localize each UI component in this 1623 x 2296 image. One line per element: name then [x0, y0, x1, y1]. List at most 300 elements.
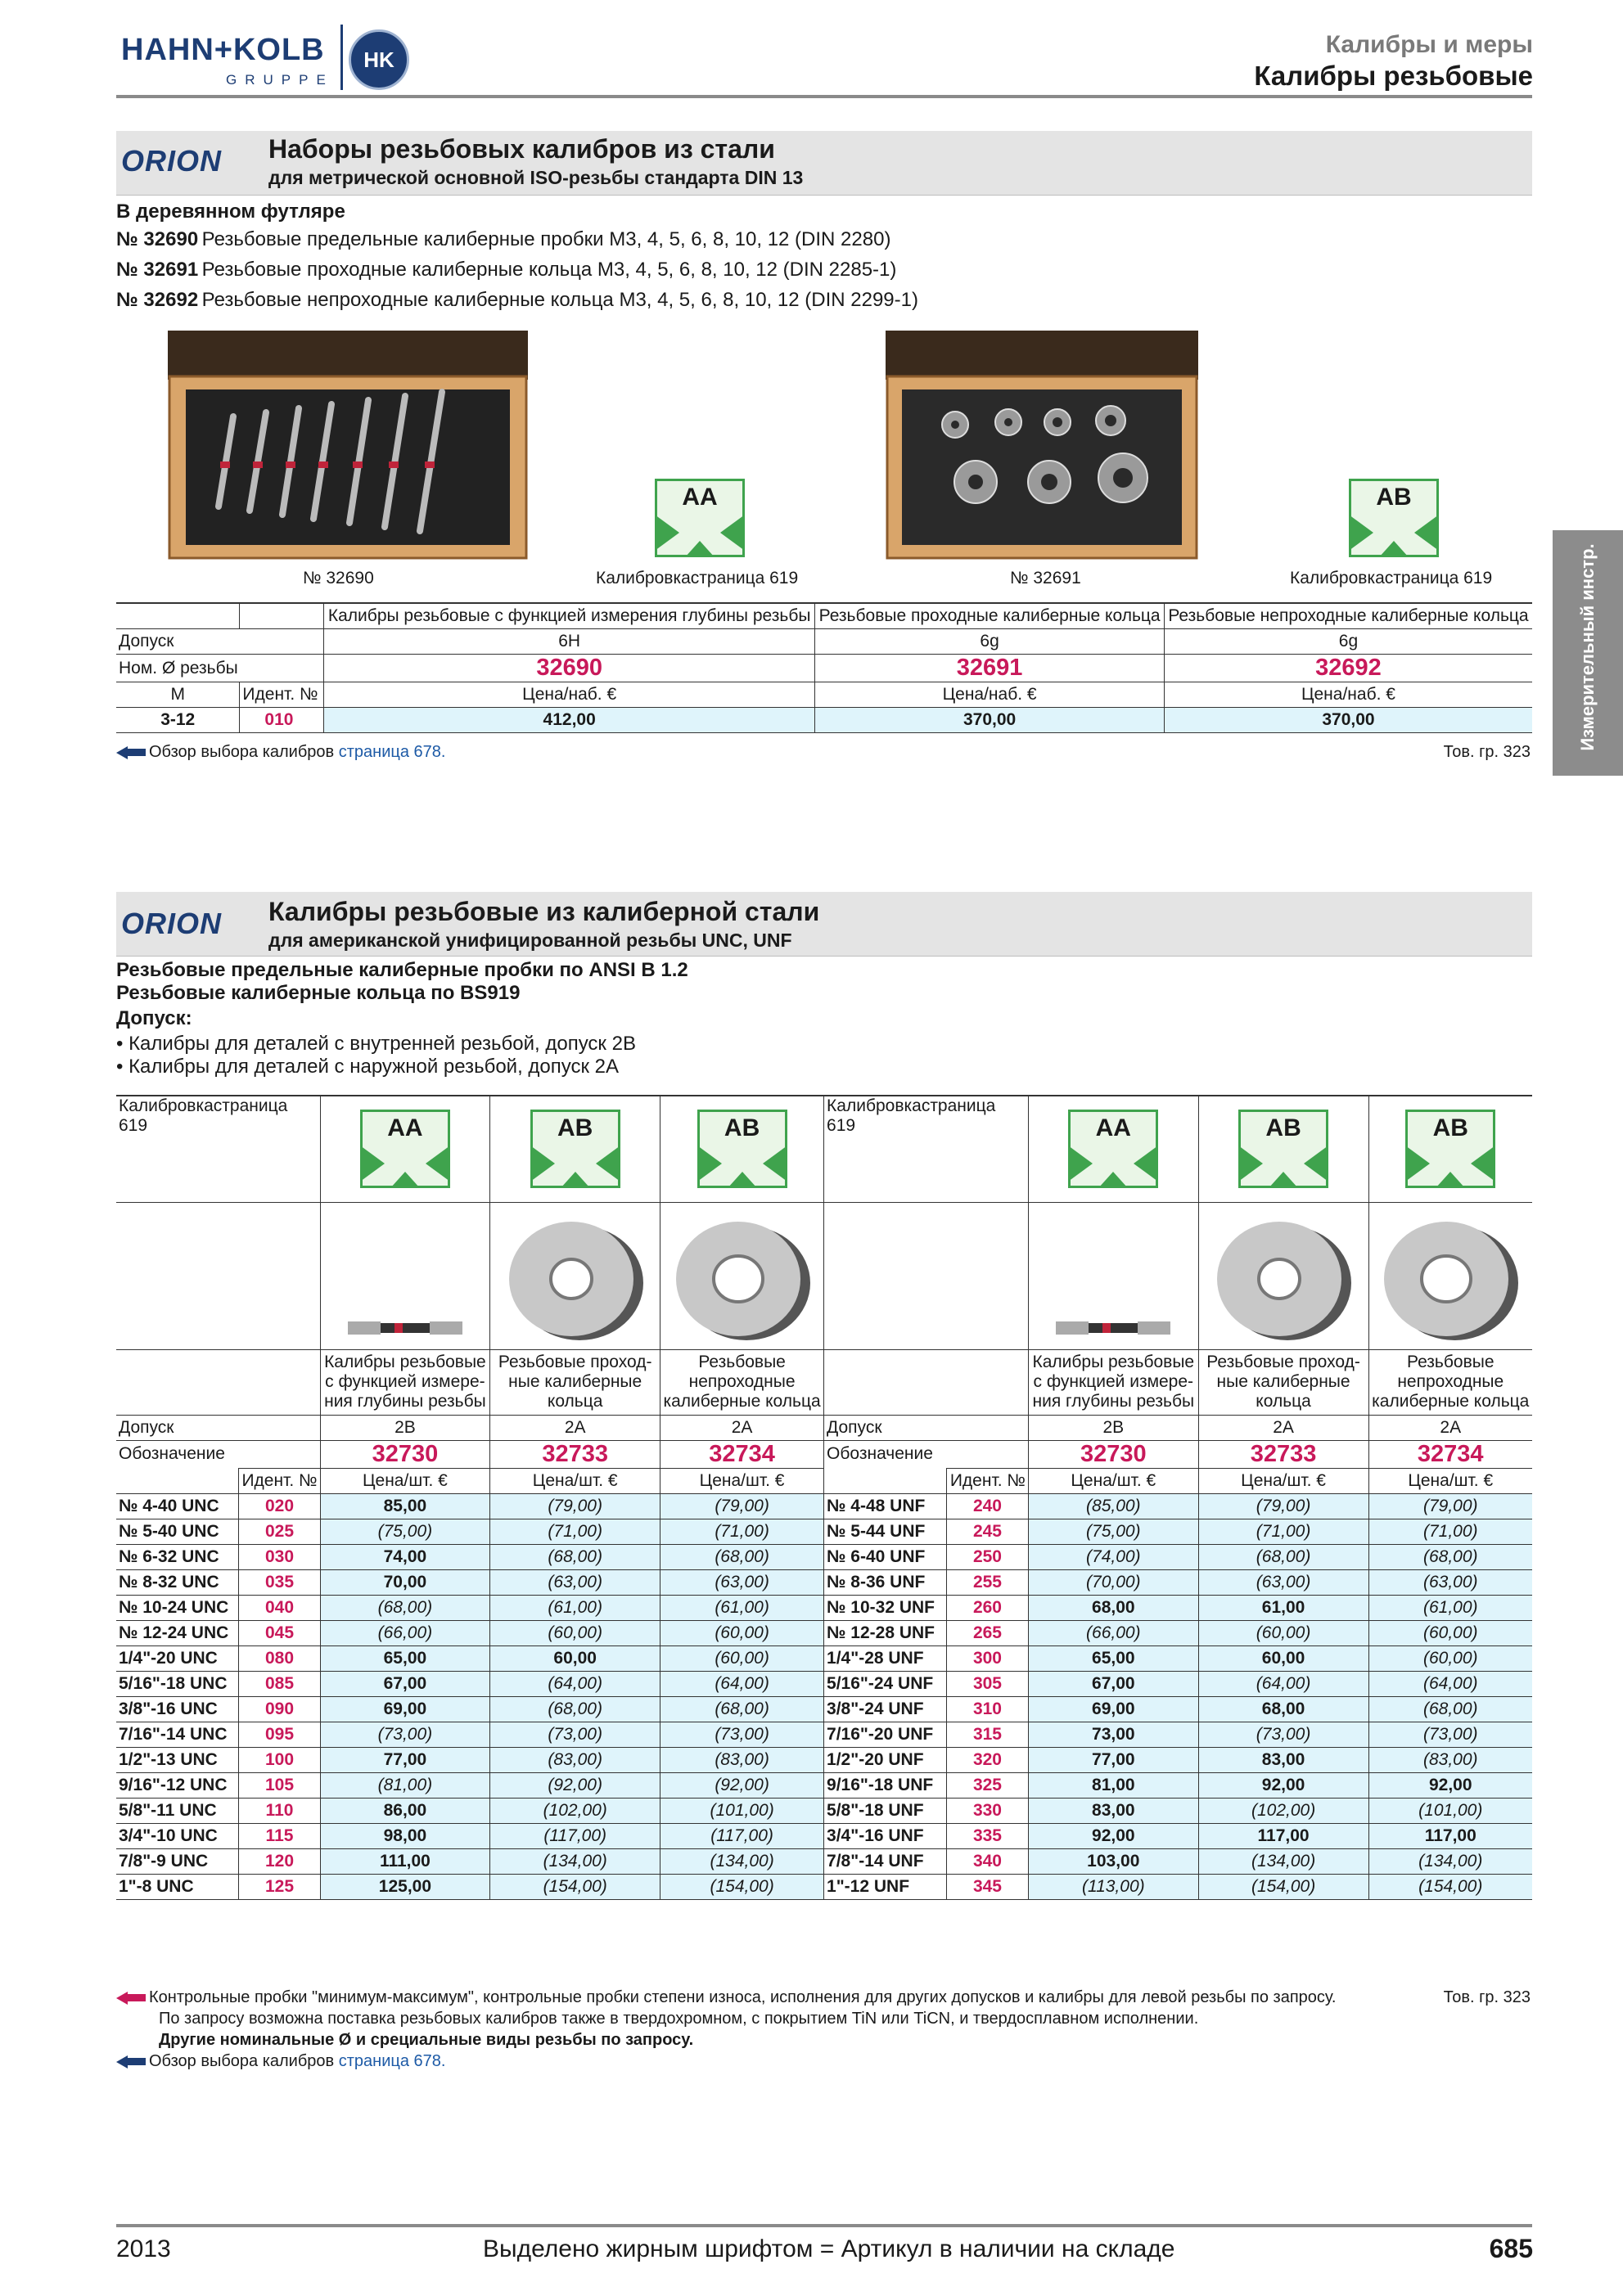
section1-item: [116, 256, 1098, 286]
section2-title-bar: [116, 892, 1532, 957]
ident-number: 255: [946, 1569, 1028, 1595]
product-description: Калибры резьбовые с функцией измере- ния глубины резьбы: [1028, 1349, 1198, 1415]
product-image-plug-set: [168, 331, 528, 560]
thread-designation: 9/16"-18 UNF: [824, 1772, 947, 1798]
table-row[interactable]: [116, 1722, 1532, 1747]
tolerance-value: 2A: [1368, 1415, 1532, 1440]
ident-number: 080: [239, 1645, 320, 1671]
calibration-badge: [655, 479, 745, 557]
badge-label: AB: [1376, 484, 1412, 511]
thread-designation: 5/16"-24 UNF: [824, 1671, 947, 1696]
section1-item: [116, 226, 1098, 256]
tolerance-heading: Допуск:: [116, 1007, 192, 1029]
orion-logo: ORION: [121, 907, 223, 940]
product-description: Резьбовые проход- ные калиберные кольца: [1198, 1349, 1368, 1415]
badge-cell: [660, 1096, 824, 1202]
price: 92,00: [1028, 1823, 1198, 1848]
section1-intro: [116, 198, 1098, 317]
price: 85,00: [320, 1493, 490, 1519]
bullet-item: • Калибры для деталей с внутренней резьбой, допуск 2B: [116, 1033, 636, 1055]
ident-number: 300: [946, 1645, 1028, 1671]
calibration-text: Калибровкастраница 619: [827, 1096, 996, 1135]
price: 83,00: [1028, 1798, 1198, 1823]
ident-number: 250: [946, 1544, 1028, 1569]
price: (63,00): [1368, 1569, 1532, 1595]
price: 77,00: [1028, 1747, 1198, 1772]
note-line: По запросу возможна поставка резьбовых калибров также в твердохромном, с покрытием TiN или TiCN, и твердосплавном исполнении.: [159, 2010, 1199, 2028]
product-group: Тов. гр. 323: [1443, 1988, 1531, 2006]
price: (102,00): [490, 1798, 660, 1823]
ident-number: 245: [946, 1519, 1028, 1544]
price-label: Цена/шт. €: [1198, 1468, 1368, 1493]
price: (134,00): [1368, 1848, 1532, 1874]
price: (64,00): [660, 1671, 824, 1696]
section1-item: [116, 286, 1098, 317]
price: (73,00): [1368, 1722, 1532, 1747]
price: (113,00): [1028, 1874, 1198, 1899]
product-group: Тов. гр. 323: [1443, 743, 1531, 761]
price: 370,00: [815, 708, 1165, 733]
ident-number: 340: [946, 1848, 1028, 1874]
table-row[interactable]: [116, 1874, 1532, 1899]
table-row[interactable]: [116, 1823, 1532, 1848]
price: 65,00: [320, 1645, 490, 1671]
price: (60,00): [660, 1645, 824, 1671]
bullet-item: • Калибры для деталей с наружной резьбой, допуск 2A: [116, 1056, 620, 1078]
table-row[interactable]: [116, 1569, 1532, 1595]
price-label: Цена/шт. €: [320, 1468, 490, 1493]
section1-footer: [116, 743, 445, 762]
item-number: № 32690: [116, 228, 199, 250]
price-label: Цена/наб. €: [324, 682, 815, 708]
price: (117,00): [490, 1823, 660, 1848]
price: 98,00: [320, 1823, 490, 1848]
table-row[interactable]: [116, 1798, 1532, 1823]
article-number[interactable]: 32730: [320, 1440, 490, 1468]
ring-gauge-image: [490, 1202, 660, 1349]
row-label: Обозначение: [116, 1440, 320, 1468]
price: (154,00): [1198, 1874, 1368, 1899]
thread-designation: № 4-48 UNF: [824, 1493, 947, 1519]
item-number: № 32691: [116, 259, 199, 281]
price: (68,00): [490, 1544, 660, 1569]
article-number[interactable]: 32691: [815, 655, 1165, 682]
thread-designation: № 8-36 UNF: [824, 1569, 947, 1595]
thread-designation: 5/16"-18 UNC: [116, 1671, 239, 1696]
ident-number: 040: [239, 1595, 320, 1620]
calibration-label: [116, 1096, 320, 1202]
price: (79,00): [1368, 1493, 1532, 1519]
badge-label: AB: [1432, 1114, 1468, 1142]
thread-designation: № 10-32 UNF: [824, 1595, 947, 1620]
badge-label: AB: [724, 1114, 760, 1142]
price: (61,00): [660, 1595, 824, 1620]
side-tab-label: Измерительный инстр.: [1577, 543, 1598, 751]
note-text: Контрольные пробки "минимум-максимум", контрольные пробки степени износа, исполнения для других допусков и калибры для левой резьбы по запросу.: [149, 1988, 1337, 2006]
price: (63,00): [490, 1569, 660, 1595]
thread-designation: № 12-28 UNF: [824, 1620, 947, 1645]
section1-title-bar: [116, 131, 1532, 196]
arrow-body-icon: [128, 2058, 146, 2065]
row-label: Ном. Ø резьбы: [116, 655, 324, 682]
product-description: Резьбовые непроходные калиберные кольца: [660, 1349, 824, 1415]
price: (60,00): [1368, 1620, 1532, 1645]
section2-notes: [116, 1987, 1532, 2072]
row-label: Обозначение: [824, 1440, 1029, 1468]
price: (68,00): [1368, 1696, 1532, 1722]
ident-number: 085: [239, 1671, 320, 1696]
ident-number: 030: [239, 1544, 320, 1569]
price: (64,00): [490, 1671, 660, 1696]
calibration-caption: Калибровкастраница 619: [596, 569, 799, 588]
ident-number: 335: [946, 1823, 1028, 1848]
price: (60,00): [660, 1620, 824, 1645]
section1-table: [116, 602, 1532, 733]
subcategory-title: Калибры резьбовые: [1254, 61, 1533, 91]
price-label: Цена/наб. €: [1164, 682, 1532, 708]
price: (63,00): [1198, 1569, 1368, 1595]
price: (154,00): [1368, 1874, 1532, 1899]
thread-designation: 5/8"-18 UNF: [824, 1798, 947, 1823]
price: (73,00): [490, 1722, 660, 1747]
price: (92,00): [490, 1772, 660, 1798]
price: (83,00): [1368, 1747, 1532, 1772]
section2-subtitle: для американской унифицированной резьбы UNC, UNF: [268, 930, 792, 951]
ident-number: 045: [239, 1620, 320, 1645]
thread-designation: 5/8"-11 UNC: [116, 1798, 239, 1823]
arrow-left-icon: [116, 2055, 128, 2069]
badge-label: AA: [387, 1114, 423, 1142]
calibration-label: [824, 1096, 1029, 1202]
price: 117,00: [1198, 1823, 1368, 1848]
price: 83,00: [1198, 1747, 1368, 1772]
table-row[interactable]: [116, 1848, 1532, 1874]
price-label: Цена/шт. €: [1368, 1468, 1532, 1493]
price: (134,00): [660, 1848, 824, 1874]
price: 68,00: [1198, 1696, 1368, 1722]
tolerance-value: 6H: [324, 629, 815, 655]
article-number[interactable]: 32692: [1164, 655, 1532, 682]
price: 74,00: [320, 1544, 490, 1569]
ident-number: 320: [946, 1747, 1028, 1772]
price: (60,00): [490, 1620, 660, 1645]
price: (64,00): [1368, 1671, 1532, 1696]
badge-label: AA: [1095, 1114, 1131, 1142]
product-description: Калибры резьбовые с функцией измере- ния глубины резьбы: [320, 1349, 490, 1415]
item-number: № 32692: [116, 289, 199, 311]
ident-number: 265: [946, 1620, 1028, 1645]
ident-number: 120: [239, 1848, 320, 1874]
price: 61,00: [1198, 1595, 1368, 1620]
image-caption: № 32690: [303, 569, 374, 588]
note-line: Другие номинальные Ø и срециальные виды резьбы по запросу.: [159, 2031, 694, 2049]
price: (71,00): [490, 1519, 660, 1544]
price: (117,00): [660, 1823, 824, 1848]
footer-text: Обзор выбора калибров: [149, 743, 339, 761]
column-head: Резьбовые непроходные калиберные кольца: [1164, 603, 1532, 629]
ident-number: 010: [240, 708, 324, 733]
thread-designation: № 6-40 UNF: [824, 1544, 947, 1569]
orion-logo: ORION: [121, 144, 223, 178]
price: (73,00): [660, 1722, 824, 1747]
thread-designation: № 5-40 UNC: [116, 1519, 239, 1544]
page-link[interactable]: страница 678.: [338, 2052, 446, 2070]
table-row[interactable]: [116, 1645, 1532, 1671]
price: 67,00: [320, 1671, 490, 1696]
price: (79,00): [490, 1493, 660, 1519]
badge-cell: [1368, 1096, 1532, 1202]
ident-number: 325: [946, 1772, 1028, 1798]
ident-number: 035: [239, 1569, 320, 1595]
table-row[interactable]: [116, 1493, 1532, 1519]
ident-number: 090: [239, 1696, 320, 1722]
price: (79,00): [660, 1493, 824, 1519]
page-link[interactable]: страница 678.: [338, 743, 446, 761]
section2-title: Калибры резьбовые из калиберной стали: [268, 897, 820, 926]
ident-number: 260: [946, 1595, 1028, 1620]
ident-number: 020: [239, 1493, 320, 1519]
price: 412,00: [324, 708, 815, 733]
product-description: Резьбовые непроходные калиберные кольца: [1368, 1349, 1532, 1415]
price: 103,00: [1028, 1848, 1198, 1874]
table-row[interactable]: [116, 1544, 1532, 1569]
tolerance-value: 2A: [660, 1415, 824, 1440]
thread-designation: № 4-40 UNC: [116, 1493, 239, 1519]
row-label: Допуск: [824, 1415, 1029, 1440]
thread-designation: 1/2"-20 UNF: [824, 1747, 947, 1772]
image-caption: № 32691: [1010, 569, 1081, 588]
intro-line: Резьбовые калиберные кольца по BS919: [116, 982, 521, 1004]
thread-designation: 3/8"-24 UNF: [824, 1696, 947, 1722]
category-title: Калибры и меры: [1325, 31, 1533, 58]
ident-number: 110: [239, 1798, 320, 1823]
price-label: Цена/наб. €: [815, 682, 1165, 708]
calibration-badge: [1349, 479, 1439, 557]
price: 60,00: [1198, 1645, 1368, 1671]
tolerance-value: 2A: [1198, 1415, 1368, 1440]
ident-number: 100: [239, 1747, 320, 1772]
price: 67,00: [1028, 1671, 1198, 1696]
price: 86,00: [320, 1798, 490, 1823]
price: (101,00): [660, 1798, 824, 1823]
price: 92,00: [1368, 1772, 1532, 1798]
price: (134,00): [1198, 1848, 1368, 1874]
row-label: Допуск: [116, 1415, 320, 1440]
price: (83,00): [660, 1747, 824, 1772]
ident-number: 025: [239, 1519, 320, 1544]
footer-text: Обзор выбора калибров: [149, 2052, 339, 2070]
price: (60,00): [1368, 1645, 1532, 1671]
price: 60,00: [490, 1645, 660, 1671]
ring-gauge-image: [1198, 1202, 1368, 1349]
table-row[interactable]: [116, 1671, 1532, 1696]
ident-number: 105: [239, 1772, 320, 1798]
article-number[interactable]: 32690: [324, 655, 815, 682]
column-head: Калибры резьбовые с функцией измерения глубины резьбы: [324, 603, 815, 629]
ident-number: 310: [946, 1696, 1028, 1722]
section1-subtitle: для метрической основной ISO-резьбы стандарта DIN 13: [268, 167, 804, 188]
calibration-caption: Калибровкастраница 619: [1290, 569, 1493, 588]
ident-number: 305: [946, 1671, 1028, 1696]
column-head: Резьбовые проходные калиберные кольца: [815, 603, 1165, 629]
ident-number: 345: [946, 1874, 1028, 1899]
price: (154,00): [660, 1874, 824, 1899]
price: (71,00): [660, 1519, 824, 1544]
price: 77,00: [320, 1747, 490, 1772]
plug-gauge-image: [1028, 1202, 1198, 1349]
price: 370,00: [1164, 708, 1532, 733]
plug-gauge-image: [320, 1202, 490, 1349]
article-number[interactable]: 32734: [1368, 1440, 1532, 1468]
badge-label: AB: [557, 1114, 593, 1142]
price: 65,00: [1028, 1645, 1198, 1671]
ident-label: Идент. №: [239, 1468, 320, 1493]
price: (83,00): [490, 1747, 660, 1772]
price: (61,00): [490, 1595, 660, 1620]
price: 73,00: [1028, 1722, 1198, 1747]
price: (68,00): [660, 1544, 824, 1569]
header-rule: [116, 95, 1532, 98]
section2-table: [116, 1095, 1532, 1900]
row-label: Допуск: [116, 629, 324, 655]
price: 117,00: [1368, 1823, 1532, 1848]
item-text: Резьбовые проходные калиберные кольца М3, 4, 5, 6, 8, 10, 12 (DIN 2285-1): [201, 259, 897, 281]
article-number[interactable]: 32734: [660, 1440, 824, 1468]
price: (134,00): [490, 1848, 660, 1874]
col-m: M: [116, 682, 240, 708]
price: 81,00: [1028, 1772, 1198, 1798]
side-tab[interactable]: [1553, 530, 1623, 776]
thread-designation: № 10-24 UNC: [116, 1595, 239, 1620]
price-label: Цена/шт. €: [1028, 1468, 1198, 1493]
note-line: [116, 1987, 1532, 2008]
thread-designation: 1/2"-13 UNC: [116, 1747, 239, 1772]
thread-designation: 3/4"-10 UNC: [116, 1823, 239, 1848]
table-row[interactable]: [116, 1747, 1532, 1772]
ident-label: Идент. №: [946, 1468, 1028, 1493]
thread-designation: 1/4"-20 UNC: [116, 1645, 239, 1671]
price: (61,00): [1368, 1595, 1532, 1620]
badge-label: AB: [1265, 1114, 1301, 1142]
thread-designation: 3/4"-16 UNF: [824, 1823, 947, 1848]
price: (81,00): [320, 1772, 490, 1798]
section2-intro: [116, 959, 1098, 1078]
ident-number: 315: [946, 1722, 1028, 1747]
footer-rule: [116, 2224, 1532, 2227]
price: (64,00): [1198, 1671, 1368, 1696]
ring-gauge-image: [660, 1202, 824, 1349]
thread-designation: 1"-12 UNF: [824, 1874, 947, 1899]
price: (68,00): [660, 1696, 824, 1722]
price: 68,00: [1028, 1595, 1198, 1620]
tolerance-value: 6g: [1164, 629, 1532, 655]
price: (68,00): [1198, 1544, 1368, 1569]
table-row[interactable]: [116, 1595, 1532, 1620]
logo-emblem-icon: HK: [349, 29, 409, 90]
price: (63,00): [660, 1569, 824, 1595]
thread-designation: 7/8"-14 UNF: [824, 1848, 947, 1874]
item-text: Резьбовые предельные калиберные пробки М3, 4, 5, 6, 8, 10, 12 (DIN 2280): [201, 228, 891, 250]
price: (85,00): [1028, 1493, 1198, 1519]
thread-designation: 1"-8 UNC: [116, 1874, 239, 1899]
price: (66,00): [1028, 1620, 1198, 1645]
ident-number: 240: [946, 1493, 1028, 1519]
price: (92,00): [660, 1772, 824, 1798]
price: (68,00): [1368, 1544, 1532, 1569]
thread-designation: 7/8"-9 UNC: [116, 1848, 239, 1874]
price: (71,00): [1368, 1519, 1532, 1544]
price: 125,00: [320, 1874, 490, 1899]
table-row[interactable]: [116, 1519, 1532, 1544]
price: (71,00): [1198, 1519, 1368, 1544]
product-image-ring-set: [886, 331, 1198, 560]
size: 3-12: [116, 708, 240, 733]
price: (68,00): [490, 1696, 660, 1722]
arrow-left-icon: [116, 746, 128, 759]
price: (102,00): [1198, 1798, 1368, 1823]
table-row[interactable]: [116, 708, 1532, 733]
price: 69,00: [1028, 1696, 1198, 1722]
price: (74,00): [1028, 1544, 1198, 1569]
article-number[interactable]: 32733: [1198, 1440, 1368, 1468]
ident-number: 330: [946, 1798, 1028, 1823]
product-description: Резьбовые проход- ные калиберные кольца: [490, 1349, 660, 1415]
ident-number: 115: [239, 1823, 320, 1848]
price: (79,00): [1198, 1493, 1368, 1519]
price: 69,00: [320, 1696, 490, 1722]
tolerance-value: 2B: [1028, 1415, 1198, 1440]
ring-gauge-image: [1368, 1202, 1532, 1349]
price: (75,00): [320, 1519, 490, 1544]
table-row[interactable]: [116, 1620, 1532, 1645]
price: (68,00): [320, 1595, 490, 1620]
price: (101,00): [1368, 1798, 1532, 1823]
thread-designation: 7/16"-14 UNC: [116, 1722, 239, 1747]
price-label: Цена/шт. €: [490, 1468, 660, 1493]
price: (73,00): [1198, 1722, 1368, 1747]
price: 92,00: [1198, 1772, 1368, 1798]
ident-number: 095: [239, 1722, 320, 1747]
price: 70,00: [320, 1569, 490, 1595]
company-logo: [121, 25, 416, 94]
footer-year: 2013: [116, 2235, 171, 2262]
price: (154,00): [490, 1874, 660, 1899]
price: (70,00): [1028, 1569, 1198, 1595]
thread-designation: № 6-32 UNC: [116, 1544, 239, 1569]
tolerance-value: 2A: [490, 1415, 660, 1440]
badge-label: AA: [682, 484, 718, 511]
table-row[interactable]: [116, 1696, 1532, 1722]
thread-designation: 3/8"-16 UNC: [116, 1696, 239, 1722]
table-row[interactable]: [116, 1772, 1532, 1798]
article-number[interactable]: 32733: [490, 1440, 660, 1468]
price: 111,00: [320, 1848, 490, 1874]
thread-designation: № 8-32 UNC: [116, 1569, 239, 1595]
badge-cell: [490, 1096, 660, 1202]
footer-legend: Выделено жирным шрифтом = Артикул в наличии на складе: [483, 2235, 1175, 2262]
col-ident: Идент. №: [240, 682, 324, 708]
footer-line: [116, 2051, 1532, 2072]
badge-cell: [320, 1096, 490, 1202]
intro-line: Резьбовые предельные калиберные пробки по ANSI B 1.2: [116, 959, 688, 981]
badge-cell: [1028, 1096, 1198, 1202]
thread-designation: 9/16"-12 UNC: [116, 1772, 239, 1798]
logo-sub-text: GRUPPE: [226, 72, 334, 88]
logo-divider: [340, 25, 343, 90]
article-number[interactable]: 32730: [1028, 1440, 1198, 1468]
badge-cell: [1198, 1096, 1368, 1202]
section1-intro-heading: В деревянном футляре: [116, 200, 345, 223]
